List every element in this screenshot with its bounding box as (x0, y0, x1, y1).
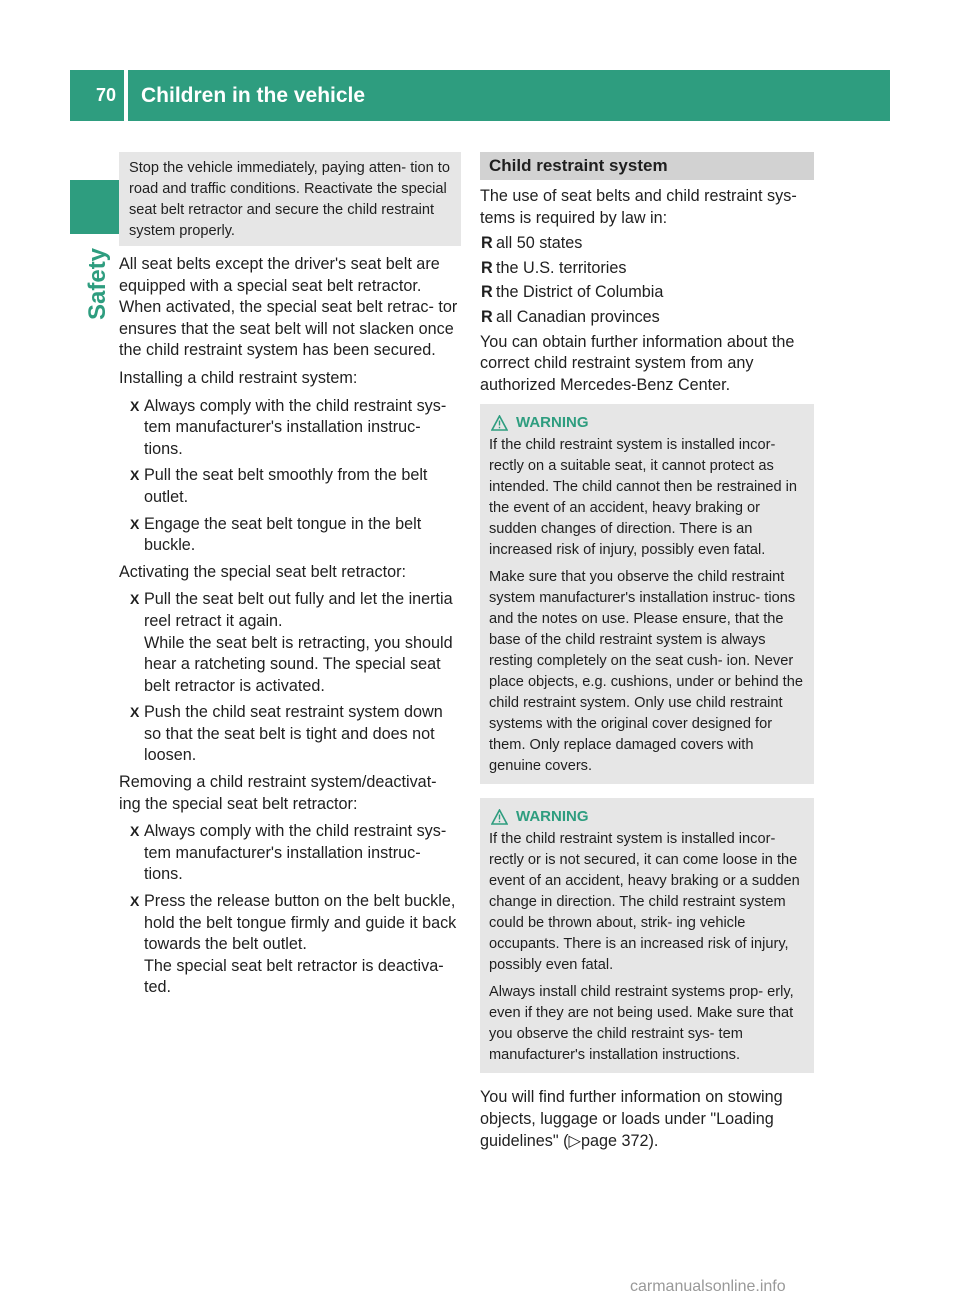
step-arrow-icon: X (130, 704, 140, 721)
step-arrow-icon: X (130, 591, 140, 608)
warning-text: If the child restraint system is installed incor- rectly on a suitable seat, it cannot protect as intended. The child cannot then be restrained in the event of an accident, heavy braking or sudden changes of direction. There is an increased risk of injury, possibly even fatal. (489, 437, 798, 559)
warning-text: Make sure that you observe the child restraint system manufacturer's installation instruc- tions and the notes on use. Please ensure, that the base of the child restraint system is always resting completely on the seat cush- ion. Never place objects, e.g. cushions, under or behind the child restraint system. Only use child restraint systems with the original cover designed for them. Only replace damaged covers with genuine covers. (489, 569, 803, 775)
closing-paragraph: You will find further information on stowing objects, luggage or loads under "Loading guidelines" (▷page 372). (480, 1088, 783, 1150)
left-column (119, 152, 461, 1004)
warning-text: If the child restraint system is installed incor- rectly or is not secured, it can come loose in the event of an accident, heavy braking or a sudden change in direction. The child restraint system could be thrown about, strik- ing vehicle occupants. There is an increased risk of injury, possibly even fatal. (489, 831, 800, 974)
page-number: 70 (70, 70, 124, 121)
section-marker (70, 180, 124, 234)
warning-box (480, 798, 814, 1073)
warning-title: WARNING (489, 412, 805, 433)
install-step: X Pull the seat belt smoothly from the belt outlet. (130, 466, 428, 506)
warning-triangle-icon (491, 809, 508, 825)
activate-heading: Activating the special seat belt retractor: (119, 562, 407, 581)
step-arrow-icon: X (130, 823, 140, 840)
install-step: X Always comply with the child restraint sys- tem manufacturer's installation instruc- tions. (130, 396, 447, 458)
page-reference-link[interactable]: page 372 (581, 1131, 649, 1150)
remove-step: X Press the release button on the belt buckle, hold the belt tongue firmly and guide it back towards the belt outlet. The special seat belt retractor is deactiva- ted. (130, 892, 457, 997)
list-item: R all 50 states (480, 233, 814, 255)
step-arrow-icon: X (130, 397, 140, 414)
bullet-icon: R (481, 234, 493, 253)
note-box (119, 152, 461, 246)
remove-step: X Always comply with the child restraint sys- tem manufacturer's installation instruc- tions. (130, 822, 447, 884)
warning-title: WARNING (489, 806, 805, 827)
chapter-title: Children in the vehicle (128, 70, 890, 121)
install-heading: Installing a child restraint system: (119, 368, 358, 387)
page-ref-icon: ▷ (568, 1131, 581, 1150)
step-arrow-icon: X (130, 467, 140, 484)
step-arrow-icon: X (130, 515, 140, 532)
activate-step: X Pull the seat belt out fully and let the inertia reel retract it again. While the seat belt is retracting, you should hear a ratcheting sound. The special seat belt retractor is activated. (130, 590, 453, 695)
section-heading: Child restraint system (480, 152, 814, 180)
warning-triangle-icon (491, 415, 508, 431)
right-column (480, 152, 814, 1158)
paragraph-retractor: All seat belts except the driver's seat belt are equipped with a special seat belt retractor. When activated, the special seat belt retrac- tor ensures that the seat belt will not slacken once the child restraint system has been secured. (119, 255, 458, 360)
list-item: R the District of Columbia (480, 282, 814, 304)
section-label: Safety (84, 247, 111, 320)
bullet-icon: R (481, 307, 493, 326)
bullet-icon: R (481, 258, 493, 277)
remove-heading: Removing a child restraint system/deactivat- ing the special seat belt retractor: (119, 773, 437, 813)
dealer-info: You can obtain further information about the correct child restraint system from any authorized Mercedes-Benz Center. (480, 332, 795, 394)
warning-text: Always install child restraint systems prop- erly, even if they are not being used. Make sure that you observe the child restraint sys- tem manufacturer's installation instructions. (489, 984, 794, 1064)
warning-box (480, 404, 814, 784)
install-step: X Engage the seat belt tongue in the belt buckle. (130, 514, 422, 555)
step-arrow-icon: X (130, 893, 140, 910)
activate-step: X Push the child seat restraint system down so that the seat belt is tight and does not loosen. (130, 703, 443, 765)
note-text: Stop the vehicle immediately, paying atten- tion to road and traffic conditions. Reactivate the special seat belt retractor and secure the child restraint system properly. (129, 160, 450, 239)
bullet-icon: R (481, 283, 493, 302)
list-item: R the U.S. territories (480, 258, 814, 280)
watermark: carmanualsonline.info (630, 1278, 786, 1295)
law-intro: The use of seat belts and child restraint sys- tems is required by law in: (480, 187, 797, 227)
list-item: R all Canadian provinces (480, 307, 814, 329)
